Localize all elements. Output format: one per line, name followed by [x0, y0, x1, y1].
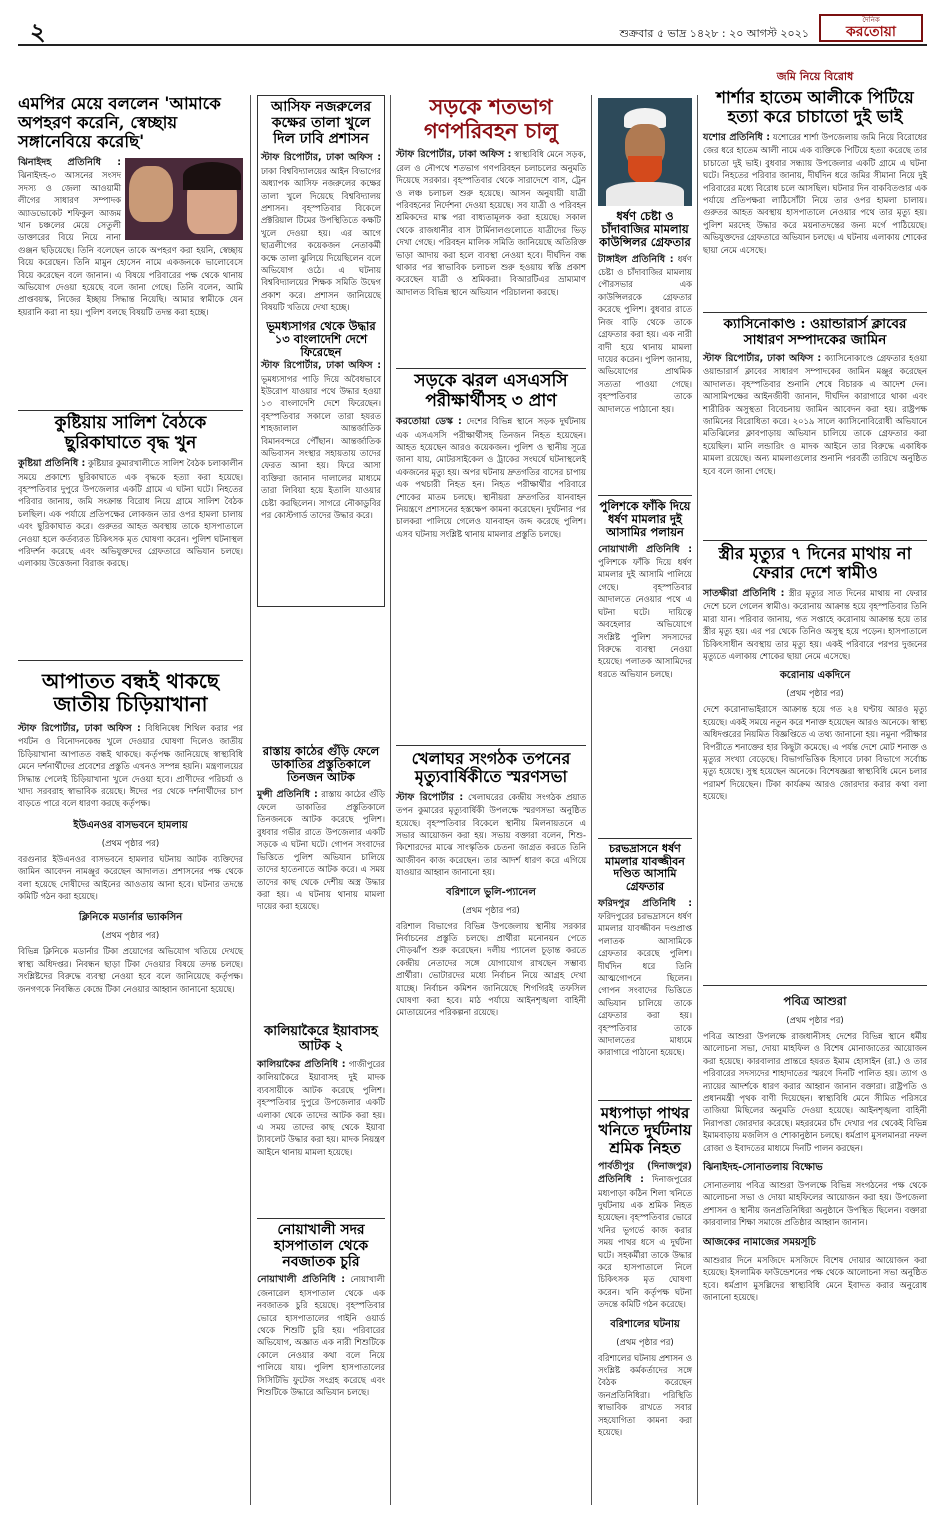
- byline-kushtia: কুষ্টিয়া প্রতিনিধি :: [18, 458, 86, 470]
- body-tapan: খেলাঘরের কেন্দ্রীয় সংগঠক প্রয়াত তপন কুমারের মৃত্যুবার্ষিকী উপলক্ষে স্মরণসভা অনুষ্ঠিত হয়েছে। বৃহস্পতিবার বিকেলে স্থানীয় মিলনায়তনে এ সভার আয়োজন করা হয়। সভায় বক্তারা বলেন, শিশু-কিশোরদের মাঝে সাংস্কৃতিক চেতনা জাগ্রত করতে তিনি আজীবন কাজ করেছেন। তার আদর্শ ধারণ করে এগিয়ে যাওয়ার আহ্বান জানানো হয়।: [396, 791, 586, 878]
- byline-kalia: কালিয়াকৈর প্রতিনিধি :: [257, 1058, 346, 1070]
- article-wife: [703, 545, 927, 975]
- cont-uno: (প্রথম পৃষ্ঠার পর): [101, 838, 160, 849]
- body-ashura: পবিত্র আশুরা উপলক্ষে রাজধানীসহ দেশের বিভিন্ন স্থানে ধর্মীয় আলোচনা সভা, দোয়া মাহফিল ও বিশেষ মোনাজাতের আয়োজন করা হয়েছে। কারবালার প্রান্তরে হযরত ইমাম হোসাইন (রা.) ও তার পরিবারের সদস্যদের শাহাদাতের স্মরণে দিনটি পালিত হয়। ত্যাগ ও ন্যায়ের আদর্শকে ধারণ করার আহ্বান জানান বক্তারা। রাষ্ট্রপতি ও প্রধানমন্ত্রী পৃথক বাণী দিয়েছেন। স্বাস্থ্যবিধি মেনে সীমিত পরিসরে তাজিয়া মিছিলের অনুমতি দেওয়া হয়েছে। আইনশৃঙ্খলা বাহিনী নিরাপত্তা জোরদার করেছে। মহররমের চাঁদ দেখার পর থেকেই বিভিন্ন ইমামবাড়ায় মজলিস ও শোকানুষ্ঠান চলছে। ধর্মপ্রাণ মুসলমানরা নফল রোজা ও ইবাদতের মাধ্যমে দিনটি পালন করছেন।: [703, 1031, 927, 1153]
- body-sonatala: সোনাতলায় পবিত্র আশুরা উপলক্ষে বিভিন্ন সংগঠনের পক্ষ থেকে আলোচনা সভা ও দোয়া মাহফিলের আয়োজন করা হয়। উপজেলা প্রশাসন ও স্থানীয় জনপ্রতিনিধিরা অনুষ্ঠানে উপস্থিত ছিলেন। বক্তারা কারবালার শিক্ষা সমাজে প্রতিষ্ঠার আহ্বান জানান।: [703, 1180, 927, 1228]
- subhead-corona: করোনায় একদিনে: [779, 670, 851, 682]
- byline-ssc: করতোয়া ডেস্ক :: [396, 416, 462, 428]
- headline-asif: আসিফ নজরুলের কক্ষের তালা খুলে দিল ঢাবি প্রশাসন: [270, 99, 372, 148]
- article-flee: [598, 499, 692, 679]
- body-wife: স্ত্রীর মৃত্যুর সাত দিনের মাথায় না ফেরার দেশে চলে গেলেন স্বামীও। করোনায় আক্রান্ত হয়ে বৃহস্পতিবার তিনি মারা যান। পরিবার জানায়, গত সপ্তাহে করোনায় আক্রান্ত হয়ে তার স্ত্রীর মৃত্যু হয়। এর পর থেকে তিনিও অসুস্থ হয়ে পড়েন। হাসপাতালে চিকিৎসাধীন অবস্থায় তার মৃত্যু হয়। একই পরিবারে পরপর দুজনের মৃত্যুতে এলাকায় শোকের ছায়া নেমে এসেছে।: [703, 587, 927, 661]
- page-header: [18, 14, 927, 46]
- body-mp-daughter: ঝিনাইদহ-৩ আসনের সংসদ সদস্য ও জেলা আওয়ামী লীগের সাধারণ সম্পাদক অ্যাডভোকেট শফিকুল আজম খান চঞ্চলের মেয়ে সেতুলী ডাক্তারের বিয়ে নিয়ে নানা গুঞ্জন ছড়িয়েছে। তিনি বলেছেন তাকে অপহরণ করা হয়নি, স্বেচ্ছায় বিয়ে করেছেন। তিনি মামুন হোসেন নামে একজনকে ভালোবেসে বিয়ে করেছেন বলে জানান। এ বিষয়ে পরিবারের পক্ষ থেকে থানায় অভিযোগ দেওয়া হয়েছে বলে জানা গেছে। তিনি বলেন, আমি প্রাপ্তবয়স্ক, নিজের ইচ্ছায় সিদ্ধান্ত নিয়েছি। আমার স্বামীকে যেন হয়রানি করা না হয়। পুলিশ বলছে বিষয়টি তদন্ত করা হচ্ছে।: [18, 170, 243, 317]
- article-ashura: [703, 990, 927, 1500]
- body-corona: দেশে করোনাভাইরাসে আক্রান্ত হয়ে গত ২৪ ঘণ্টায় আরও মৃত্যু হয়েছে। একই সময়ে নতুন করে শনাক্ত হয়েছেন আরও অনেকে। স্বাস্থ্য অধিদপ্তরের নিয়মিত বিজ্ঞপ্তিতে এ তথ্য জানানো হয়। নমুনা পরীক্ষার বিপরীতে শনাক্তের হার কিছুটা কমেছে। এ পর্যন্ত দেশে মোট শনাক্ত ও মৃত্যুর সংখ্যা বেড়েছে। বিভাগভিত্তিক হিসাবে ঢাকা বিভাগে সর্বোচ্চ মৃত্যু হয়েছে। সুস্থ হয়েছেন অনেকে। বিশেষজ্ঞরা স্বাস্থ্যবিধি মেনে চলার পরামর্শ দিয়েছেন। টিকা কার্যক্রম আরও জোরদার করার কথা বলা হয়েছে।: [703, 704, 927, 802]
- article-tapan: [396, 750, 586, 1500]
- cont-ashura: (প্রথম পৃষ্ঠার পর): [786, 1016, 844, 1026]
- byline-mediterranean: স্টাফ রিপোর্টার, ঢাকা অফিস :: [261, 360, 381, 372]
- body-barishal: বরিশাল বিভাগের বিভিন্ন উপজেলায় স্থানীয় সরকার নির্বাচনের প্রস্তুতি চলছে। প্রার্থীরা মনোনয়ন পেতে দৌড়ঝাঁপ শুরু করেছেন। দলীয় প্যানেল চূড়ান্ত করতে কেন্দ্রীয় নেতাদের সঙ্গে যোগাযোগ রাখছেন সম্ভাব্য প্রার্থীরা। ভোটারদের মধ্যে নির্বাচন নিয়ে আগ্রহ দেখা যাচ্ছে। নির্বাচন কমিশন জানিয়েছে শিগগিরই তফসিল ঘোষণা করা হবে। মাঠ পর্যায়ে আইনশৃঙ্খলা বাহিনী মোতায়েনের পরিকল্পনা রয়েছে।: [396, 920, 586, 1018]
- headline-transport: সড়কে শতভাগ গণপরিবহন চালু: [424, 94, 558, 144]
- body-barishal-event: বরিশালের ঘটনায় প্রশাসন ও সংশ্লিষ্ট কর্মকর্তাদের সঙ্গে বৈঠক করেছেন জনপ্রতিনিধিরা। পরিস্থিতি স্বাভাবিক রাখতে সবার সহযোগিতা কামনা করা হয়েছে।: [598, 1352, 692, 1438]
- article-sharsha: [703, 68, 927, 293]
- byline-zoo: স্টাফ রিপোর্টার, ঢাকা অফিস :: [18, 723, 141, 734]
- byline-sharsha: যশোর প্রতিনিধি :: [703, 131, 771, 143]
- body-zoo: বিধিনিষেধ শিথিল করার পর পর্যটন ও বিনোদনকেন্দ্র খুলে দেওয়ার ঘোষণা দিলেও জাতীয় চিড়িয়াখানা আপাতত বন্ধই থাকছে। কর্তৃপক্ষ জানিয়েছে স্বাস্থ্যবিধি মেনে দর্শনার্থীদের প্রবেশের প্রস্তুতি এখনও সম্পন্ন হয়নি। মন্ত্রণালয়ের সিদ্ধান্ত পেলেই চিড়িয়াখানা খুলে দেওয়া হবে। প্রাণীদের পরিচর্যা ও খাদ্য সরবরাহ স্বাভাবিক রয়েছে। ঈদের পর থেকে দর্শনার্থীদের চাপ বাড়তে পারে বলে ধারণা করছে কর্তৃপক্ষ।: [18, 723, 243, 809]
- page-number: ২: [30, 17, 46, 46]
- body-prayer: আশুরার দিনে মসজিদে মসজিদে বিশেষ দোয়ার আয়োজন করা হয়েছে। ইসলামিক ফাউন্ডেশনের পক্ষ থেকে আলোচনা সভা অনুষ্ঠিত হবে। ধর্মপ্রাণ মুসল্লিদের স্বাস্থ্যবিধি মেনে ইবাদত করার অনুরোধ জানানো হয়েছে।: [703, 1254, 927, 1302]
- body-sharsha: যশোরের শার্শা উপজেলায় জমি নিয়ে বিরোধের জের ধরে হাতেম আলী নামে এক ব্যক্তিকে পিটিয়ে হত্যা করেছে তার চাচাতো দুই ভাই। বুধবার সন্ধ্যায় উপজেলার একটি গ্রামে এ ঘটনা ঘটে। নিহতের পরিবার জানায়, দীর্ঘদিন ধরে জমির সীমানা নিয়ে দুই পরিবারের মধ্যে বিরোধ চলে আসছিল। ঘটনার দিন বাকবিতণ্ডার এক পর্যায়ে প্রতিপক্ষরা লাঠিসোঁটা নিয়ে তার ওপর হামলা চালায়। গুরুতর আহত অবস্থায় হাসপাতালে নেওয়ার পথে তার মৃত্যু হয়। পুলিশ মরদেহ উদ্ধার করে ময়নাতদন্তের জন্য মর্গে পাঠিয়েছে। অভিযুক্তদের গ্রেফতারে অভিযান চলছে। এ ঘটনায় এলাকায় শোকের ছায়া নেমে এসেছে।: [703, 131, 928, 255]
- byline-asif: স্টাফ রিপোর্টার, ঢাকা অফিস :: [261, 152, 381, 164]
- byline-fugitive: ফরিদপুর প্রতিনিধি :: [598, 897, 692, 909]
- byline-flee: নোয়াখালী প্রতিনিধি :: [598, 543, 692, 555]
- headline-tapan: খেলাঘর সংগঠক তপনের মৃত্যুবার্ষিকীতে স্মরণসভা: [411, 749, 571, 787]
- byline-transport: স্টাফ রিপোর্টার, ঢাকা অফিস :: [396, 149, 512, 161]
- headline-zoo: আপাতত বন্ধই থাকছে জাতীয় চিড়িয়াখানা: [42, 669, 219, 716]
- headline-kushtia: কুষ্টিয়ায় সালিশ বৈঠকে ছুরিকাঘাতে বৃদ্ধ খুন: [54, 413, 207, 453]
- masthead-title: করতোয়া: [846, 24, 896, 40]
- article-fugitive: [598, 842, 692, 1058]
- article-noakhali: [257, 1222, 385, 1502]
- article-asif: [257, 95, 385, 607]
- article-kushtia: [18, 414, 243, 644]
- subhead-uno: ইউএনওর বাসভবনে হামলায়: [73, 819, 188, 831]
- headline-councilor: ধর্ষণ চেষ্টা ও চাঁদাবাজির মামলায় কাউন্সিলর গ্রেফতার: [599, 209, 691, 250]
- body-dakati: রাস্তায় কাঠের গুঁড়ি ফেলে ডাকাতির প্রস্তুতিকালে তিনজনকে আটক করেছে পুলিশ। বুধবার গভীর রাতে উপজেলার একটি সড়কে এ ঘটনা ঘটে। গোপন সংবাদের ভিত্তিতে পুলিশ অভিযান চালিয়ে তাদের হাতেনাতে আটক করে। এ সময় তাদের কাছ থেকে দেশীয় অস্ত্র উদ্ধার করা হয়। এ ঘটনায় থানায় মামলা দায়ের করা হয়েছে।: [257, 788, 385, 912]
- article-stone: [598, 1105, 692, 1500]
- headline-stone: মধ্যপাড়া পাথর খনিতে দুর্ঘটনায় শ্রমিক নিহত: [598, 1104, 692, 1157]
- subhead-moderna: ক্লিনিকে মডার্নার ভ্যাকসিন: [78, 912, 183, 924]
- body-ssc: দেশের বিভিন্ন স্থানে সড়ক দুর্ঘটনায় এক এসএসসি পরীক্ষার্থীসহ তিনজন নিহত হয়েছেন। আহত হয়েছেন আরও কয়েকজন। পুলিশ ও স্থানীয় সূত্রে জানা যায়, মোটরসাইকেল ও ট্রাকের সংঘর্ষে ঘটনাস্থলেই একজনের মৃত্যু হয়। অপর ঘটনায় দ্রুতগতির বাসের চাপায় এক পথচারী নিহত হন। নিহত পরীক্ষার্থীর পরিবারে শোকের মাতম চলছে। স্থানীয়রা দ্রুতগতির যানবাহন নিয়ন্ত্রণে প্রশাসনের হস্তক্ষেপ কামনা করেছেন। দুর্ঘটনার পর চালকরা পালিয়ে গেলেও যানবাহন জব্দ করেছে পুলিশ। এসব ঘটনায় সংশ্লিষ্ট থানায় মামলার প্রস্তুতি চলছে।: [396, 416, 586, 539]
- headline-casino: ক্যাসিনোকাণ্ড : ওয়ান্ডারার্স ক্লাবের সাধারণ সম্পাদকের জামিন: [723, 316, 907, 348]
- byline-wife: সাতক্ষীরা প্রতিনিধি :: [703, 587, 785, 599]
- body-councilor: ধর্ষণ চেষ্টা ও চাঁদাবাজির মামলায় পৌরসভার এক কাউন্সিলরকে গ্রেফতার করেছে পুলিশ। বুধবার রাতে নিজ বাড়ি থেকে তাকে গ্রেফতার করা হয়। এক নারী বাদী হয়ে থানায় মামলা দায়ের করেন। পুলিশ জানায়, অভিযোগের প্রাথমিক সত্যতা পাওয়া গেছে। বৃহস্পতিবার তাকে আদালতে পাঠানো হয়।: [598, 253, 692, 414]
- headline-kalia: কালিয়াকৈরে ইয়াবাসহ আটক ২: [264, 1024, 378, 1054]
- article-transport: [396, 95, 586, 365]
- subhead-barishal: বরিশালে ভুলি-প্যানেল: [446, 886, 536, 898]
- byline-mp-daughter: ঝিনাইদহ প্রতিনিধি :: [18, 156, 121, 168]
- byline-noakhali: নোয়াখালী প্রতিনিধি :: [257, 1274, 346, 1286]
- cont-moderna: (প্রথম পৃষ্ঠার পর): [101, 931, 160, 942]
- byline-dakati: মুন্সী প্রতিনিধি :: [257, 788, 318, 800]
- subhead-prayer: আজকের নামাজের সময়সূচি: [703, 1236, 816, 1248]
- body-casino: ক্যাসিনোকাণ্ডে গ্রেফতার হওয়া ওয়ান্ডারার্স ক্লাবের সাধারণ সম্পাদকের জামিন মঞ্জুর করেছেন আদালত। বৃহস্পতিবার শুনানি শেষে বিচারক এ আদেশ দেন। আসামিপক্ষের আইনজীবী জানান, দীর্ঘদিন কারাগারে থাকা এবং শারীরিক অসুস্থতা বিবেচনায় জামিন আবেদন করা হয়। রাষ্ট্রপক্ষ জামিনের বিরোধিতা করে। ২০১৯ সালে ক্যাসিনোবিরোধী অভিযানে মতিঝিলের ক্লাবপাড়ায় অভিযান চালিয়ে তাকে গ্রেফতার করা হয়েছিল। মানি লন্ডারিং ও মাদক আইনে তার বিরুদ্ধে একাধিক মামলা রয়েছে। অন্য মামলাগুলোর শুনানি পরবর্তী তারিখে অনুষ্ঠিত হবে বলে জানা গেছে।: [703, 353, 927, 476]
- article-dakati: [257, 744, 385, 912]
- publication-date: শুক্রবার ৫ ভাদ্র ১৪২৮ : ২০ আগস্ট ২০২১: [619, 27, 809, 40]
- body-noakhali: নোয়াখালী জেনারেল হাসপাতাল থেকে এক নবজাতক চুরি হয়েছে। বৃহস্পতিবার ভোরে হাসপাতালের গাইনি ওয়ার্ড থেকে শিশুটি চুরি হয়। পরিবারের অভিযোগ, অজ্ঞাত এক নারী শিশুটিকে কোলে নেওয়ার কথা বলে নিয়ে পালিয়ে যায়। পুলিশ হাসপাতালের সিসিটিভি ফুটেজ সংগ্রহ করেছে এবং শিশুটিকে উদ্ধারে অভিযান চলছে।: [257, 1274, 385, 1397]
- headline-ssc: সড়কে ঝরল এসএসসি পরীক্ষার্থীসহ ৩ প্রাণ: [414, 371, 568, 411]
- headline-dakati: রাস্তায় কাঠের গুঁড়ি ফেলে ডাকাতির প্রস্তুতিকালে তিনজন আটক: [262, 744, 380, 785]
- cont-barishal: (প্রথম পৃষ্ঠার পর): [462, 905, 520, 916]
- cont-barishal-event: (প্রথম পৃষ্ঠার পর): [616, 1337, 674, 1348]
- body-flee: পুলিশকে ফাঁকি দিয়ে ধর্ষণ মামলার দুই আসামি পালিয়ে গেছে। বৃহস্পতিবার আদালতে নেওয়ার পথে এ ঘটনা ঘটে। দায়িত্বে অবহেলার অভিযোগে সংশ্লিষ্ট পুলিশ সদস্যদের বিরুদ্ধে ব্যবস্থা নেওয়া হয়েছে। পলাতক আসামিদের ধরতে অভিযান চলছে।: [598, 557, 692, 679]
- body-transport: স্বাস্থ্যবিধি মেনে সড়ক, রেল ও নৌপথে শতভাগ গণপরিবহন চলাচলের অনুমতি দিয়েছে সরকার। বৃহস্পতিবার থেকে সারাদেশে বাস, ট্রেন ও লঞ্চ চলাচল শুরু হয়েছে। আসন অনুযায়ী যাত্রী পরিবহনের নির্দেশনা দেওয়া হয়েছে। সব যাত্রী ও পরিবহন শ্রমিকদের মাস্ক পরা বাধ্যতামূলক করা হয়েছে। সকাল থেকে রাজধানীর বাস টার্মিনালগুলোতে যাত্রীদের ভিড় দেখা গেছে। পরিবহন মালিক সমিতি জানিয়েছে অতিরিক্ত ভাড়া আদায় করা হলে ব্যবস্থা নেওয়া হবে। দীর্ঘদিন বন্ধ থাকার পর স্বাভাবিক চলাচল শুরু হওয়ায় স্বস্তি প্রকাশ করেছেন যাত্রী ও শ্রমিকরা। বিআরটিএর ভ্রাম্যমাণ আদালত বিভিন্ন স্থানে অভিযান পরিচালনা করছে।: [396, 149, 586, 297]
- body-asif: ঢাকা বিশ্ববিদ্যালয়ের আইন বিভাগের অধ্যাপক আসিফ নজরুলের কক্ষের তালা খুলে দিয়েছে বিশ্ববিদ্যালয় প্রশাসন। বৃহস্পতিবার বিকেলে প্রক্টরিয়াল টিমের উপস্থিতিতে কক্ষটি খুলে দেওয়া হয়। এর আগে ছাত্রলীগের কয়েকজন নেতাকর্মী কক্ষে তালা ঝুলিয়ে দিয়েছিলেন বলে অভিযোগ ওঠে। এ ঘটনায় বিশ্ববিদ্যালয়ের শিক্ষক সমিতি উদ্বেগ প্রকাশ করে। প্রশাসন জানিয়েছে বিষয়টি খতিয়ে দেখা হচ্ছে।: [261, 165, 381, 313]
- article-kalia: [257, 1024, 385, 1157]
- headline-noakhali: নোয়াখালী সদর হাসপাতাল থেকে নবজাতক চুরি: [273, 1222, 369, 1271]
- headline-fugitive: চরভদ্রাসনে ধর্ষণ মামলার যাবজ্জীবন দণ্ডিত আসামি গ্রেফতার: [605, 842, 685, 893]
- subhead-sonatala: ঝিনাইদহ-সোনাতলায় বিক্ষোভ: [703, 1162, 823, 1174]
- article-councilor: [598, 209, 692, 414]
- body-kalia: গাজীপুরের কালিয়াকৈরে ইয়াবাসহ দুই মাদক ব্যবসায়ীকে আটক করেছে পুলিশ। বৃহস্পতিবার দুপুরে উপজেলার একটি এলাকা থেকে তাদের আটক করা হয়। এ সময় তাদের কাছ থেকে ইয়াবা ট্যাবলেট উদ্ধার করা হয়। মাদক নিয়ন্ত্রণ আইনে থানায় মামলা হয়েছে।: [257, 1058, 385, 1157]
- headline-mediterranean: ভূমধ্যসাগর থেকে উদ্ধার ১৩ বাংলাদেশি দেশে ফিরেছেন: [266, 318, 376, 359]
- body-stone: দিনাজপুরের মধ্যপাড়া কঠিন শিলা খনিতে দুর্ঘটনায় এক শ্রমিক নিহত হয়েছেন। বৃহস্পতিবার ভোরে খনির ভূগর্ভে কাজ করার সময় পাথর ধসে এ দুর্ঘটনা ঘটে। সহকর্মীরা তাকে উদ্ধার করে হাসপাতালে নিলে চিকিৎসক মৃত ঘোষণা করেন। খনি কর্তৃপক্ষ ঘটনা তদন্তে কমিটি গঠন করেছে।: [598, 1174, 692, 1310]
- body-fugitive: ফরিদপুরের চরভদ্রাসনে ধর্ষণ মামলার যাবজ্জীবন দণ্ডপ্রাপ্ত পলাতক আসামিকে গ্রেফতার করেছে পুলিশ। দীর্ঘদিন ধরে তিনি আত্মগোপনে ছিলেন। গোপন সংবাদের ভিত্তিতে অভিযান চালিয়ে তাকে গ্রেফতার করা হয়। বৃহস্পতিবার তাকে আদালতের মাধ্যমে কারাগারে পাঠানো হয়েছে।: [598, 910, 692, 1058]
- subhead-barishal-event: বরিশালের ঘটনায়: [610, 1318, 680, 1330]
- masthead-small: দৈনিক: [862, 16, 880, 24]
- article-casino: [703, 317, 927, 522]
- headline-wife: স্ত্রীর মৃত্যুর ৭ দিনের মাথায় না ফেরার দেশে স্বামীও: [718, 544, 912, 582]
- councilor-photo: [598, 98, 692, 206]
- body-moderna: বিভিন্ন ক্লিনিকে মডার্নার টিকা প্রয়োগের অভিযোগ খতিয়ে দেখছে স্বাস্থ্য অধিদপ্তর। নিবন্ধন ছাড়া টিকা দেওয়ার বিষয়ে তদন্ত চলছে। সংশ্লিষ্টদের বিরুদ্ধে ব্যবস্থা নেওয়া হবে বলে জানিয়েছে কর্তৃপক্ষ। জনগণকে নিবন্ধিত কেন্দ্রে টিকা নেওয়ার আহ্বান জানানো হয়েছে।: [18, 946, 243, 994]
- mp-daughter-photo: [125, 158, 243, 240]
- article-ssc: [396, 372, 586, 722]
- article-zoo: [18, 670, 243, 1500]
- byline-casino: স্টাফ রিপোর্টার, ঢাকা অফিস :: [703, 353, 822, 365]
- body-kushtia: কুষ্টিয়ার কুমারখালীতে সালিশ বৈঠক চলাকালীন সময়ে প্রকাশ্যে ছুরিকাঘাতে এক বৃদ্ধকে হত্যা করা হয়েছে। বৃহস্পতিবার দুপুরে উপজেলার একটি গ্রামে এ ঘটনা ঘটে। নিহতের পরিবার জানায়, জমি সংক্রান্ত বিরোধ নিয়ে গ্রামে সালিশ বৈঠক চলছিল। এক পর্যায়ে প্রতিপক্ষের লোকজন তার ওপর হামলা চালায় এবং ছুরিকাঘাত করে। গুরুতর আহত অবস্থায় তাকে হাসপাতালে নেওয়া হলে কর্তব্যরত চিকিৎসক মৃত ঘোষণা করেন। পুলিশ ঘটনাস্থল পরিদর্শন করেছে এবং অভিযুক্তদের গ্রেফতারে অভিযান চলছে। এলাকায় উত্তেজনা বিরাজ করছে।: [18, 458, 243, 569]
- kicker-sharsha: জমি নিয়ে বিরোধ: [776, 70, 854, 83]
- byline-stone: পার্বতীপুর (দিনাজপুর) প্রতিনিধি :: [598, 1160, 692, 1186]
- body-mediterranean: ভূমধ্যসাগর পাড়ি দিয়ে অবৈধভাবে ইউরোপ যাওয়ার পথে উদ্ধার হওয়া ১৩ বাংলাদেশি দেশে ফিরেছেন। বৃহস্পতিবার সকালে তারা হযরত শাহজালাল আন্তর্জাতিক বিমানবন্দরে পৌঁছান। আন্তর্জাতিক অভিবাসন সংস্থার সহায়তায় তাদের ফেরত আনা হয়। ফিরে আসা ব্যক্তিরা জানান দালালের মাধ্যমে তারা লিবিয়া হয়ে ইতালি যাওয়ার চেষ্টা করছিলেন। সাগরে নৌকাডুবির পর কোস্টগার্ড তাদের উদ্ধার করে।: [261, 373, 381, 521]
- byline-councilor: টাঙ্গাইল প্রতিনিধি :: [598, 253, 674, 265]
- byline-tapan: স্টাফ রিপোর্টার :: [396, 791, 464, 803]
- body-uno: বরগুনার ইউএনওর বাসভবনে হামলার ঘটনায় আটক ব্যক্তিদের জামিন আবেদন নামঞ্জুর করেছেন আদালত। প্রশাসনের পক্ষ থেকে বলা হয়েছে দোষীদের আইনের আওতায় আনা হবে। ঘটনার তদন্তে কমিটি গঠন করা হয়েছে।: [18, 853, 243, 902]
- article-mp-daughter: [18, 95, 243, 405]
- headline-sharsha: শার্শার হাতেম আলীকে পিটিয়ে হত্যা করে চাচাতো দুই ভাই: [716, 88, 914, 126]
- headline-ashura: পবিত্র আশুরা: [783, 994, 847, 1008]
- headline-mp-daughter: এমপির মেয়ে বললেন 'আমাকে অপহরণ করেনি, স্বেচ্ছায় সঙ্গানেবিয়ে করেছি': [18, 94, 221, 151]
- cont-corona: (প্রথম পৃষ্ঠার পর): [786, 689, 844, 700]
- newspaper-masthead: [819, 14, 923, 42]
- headline-flee: পুলিশকে ফাঁকি দিয়ে ধর্ষণ মামলার দুই আসামির পলায়ন: [599, 499, 691, 540]
